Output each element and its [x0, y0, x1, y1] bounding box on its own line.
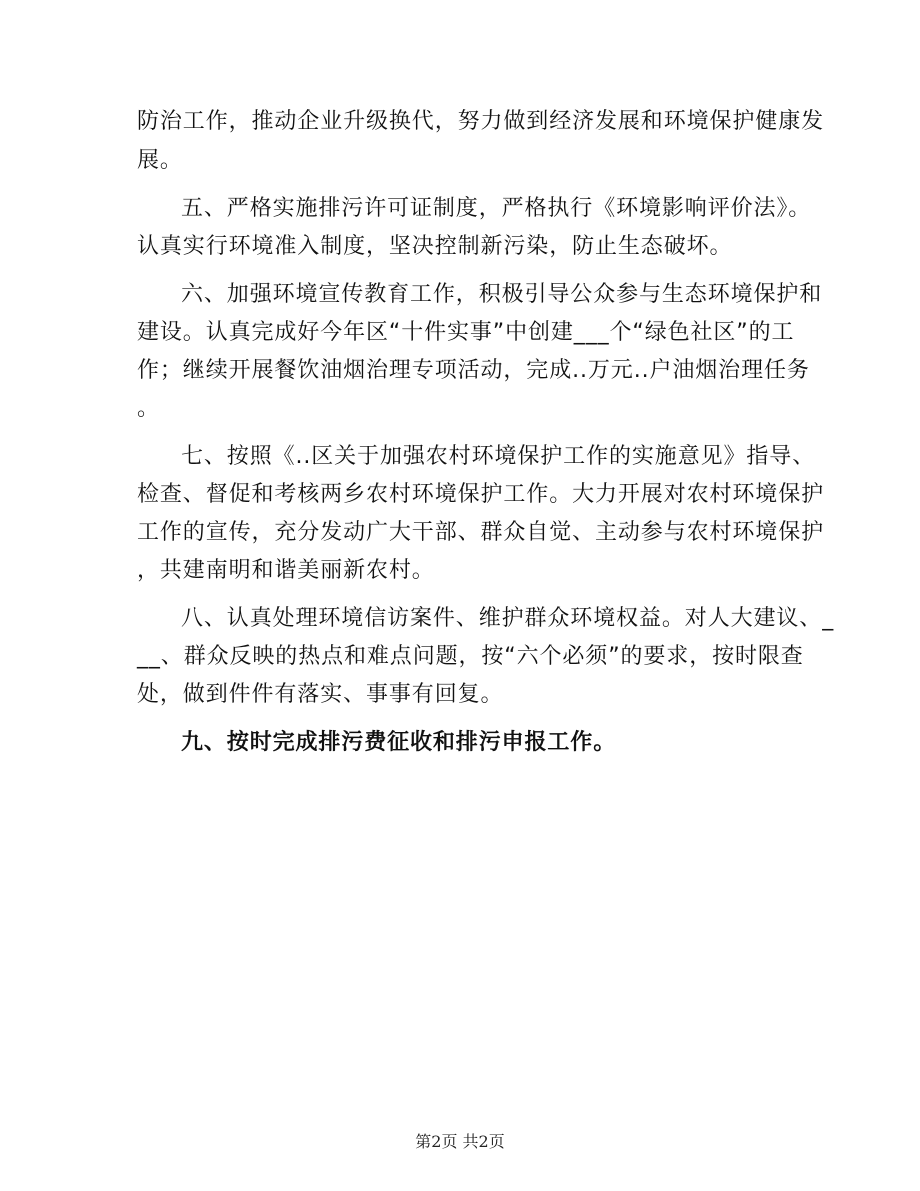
text-line: __、群众反映的热点和难点问题，按“六个必须”的要求，按时限查: [137, 644, 804, 669]
text-line: ，共建南明和谐美丽新农村。: [137, 558, 435, 583]
text-line: 处，做到件件有落实、事事有回复。: [137, 682, 504, 707]
text-line-bold: 九、按时完成排污费征收和排污申报工作。: [181, 730, 617, 755]
text-line: 检查、督促和考核两乡农村环境保护工作。大力开展对农村环境保护: [137, 482, 825, 507]
text-line: 五、严格实施排污许可证制度，严格执行《环境影响评价法》。: [181, 196, 812, 221]
text-line: 作；继续开展餐饮油烟治理专项活动，完成..万元..户油烟治理任务: [137, 358, 810, 383]
text-line: 。: [137, 396, 160, 421]
text-line: 六、加强环境宣传教育工作，积极引导公众参与生态环境保护和: [181, 282, 823, 307]
text-line: 七、按照《..区关于加强农村环境保护工作的实施意见》指导、: [181, 444, 816, 469]
text-line: 工作的宣传，充分发动广大干部、群众自觉、主动参与农村环境保护: [137, 520, 825, 545]
text-line: 展。: [137, 148, 183, 173]
text-line: 建设。认真完成好今年区“十件实事”中创建___个“绿色社区”的工: [137, 320, 795, 345]
text-line: 认真实行环境准入制度，坚决控制新污染，防止生态破坏。: [137, 234, 733, 259]
text-line: 防治工作，推动企业升级换代，努力做到经济发展和环境保护健康发: [137, 109, 825, 134]
page-number-footer: 第2页 共2页: [415, 1132, 505, 1151]
text-line: 八、认真处理环境信访案件、维护群众环境权益。对人大建议、_: [181, 606, 835, 631]
